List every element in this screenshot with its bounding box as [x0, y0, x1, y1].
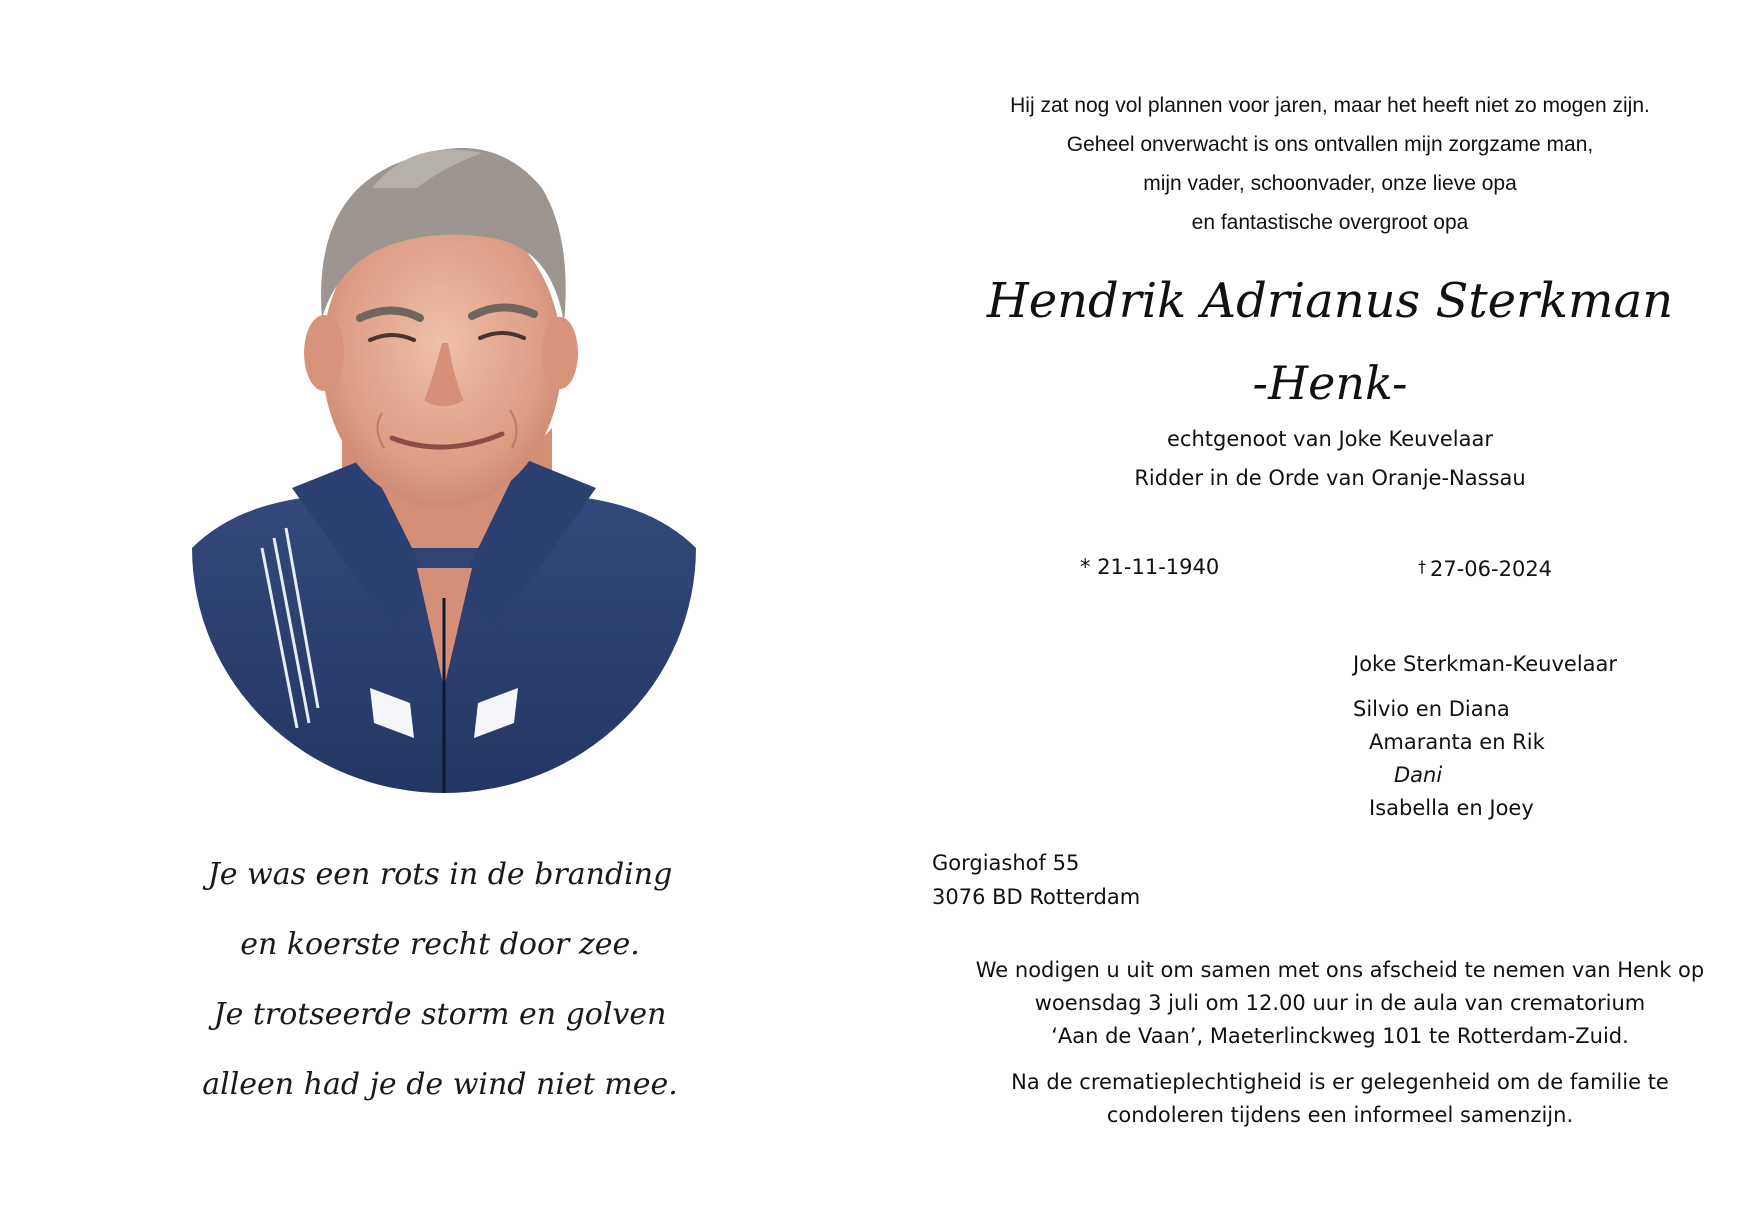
- poem-line: alleen had je de wind niet mee.: [202, 1067, 678, 1102]
- death-date-value: 27-06-2024: [1430, 557, 1553, 581]
- family-grandchild: Amaranta en Rik: [1369, 730, 1545, 754]
- intro-line: mijn vader, schoonvader, onze lieve opa: [1143, 172, 1517, 195]
- family-child: Silvio en Diana: [1353, 697, 1510, 721]
- intro-line: Hij zat nog vol plannen voor jaren, maar het heeft niet zo mogen zijn.: [1010, 94, 1650, 117]
- invitation-line: We nodigen u uit om samen met ons afscheid te nemen van Henk op: [975, 958, 1705, 982]
- address-postal-city: 3076 BD Rotterdam: [932, 885, 1141, 909]
- birth-date: [1080, 552, 1219, 582]
- family-grandchild: Isabella en Joey: [1369, 796, 1534, 820]
- deceased-nickname: -Henk-: [1252, 356, 1408, 410]
- condolence-line: Na de crematieplechtigheid is er gelegenheid om de familie te: [1011, 1070, 1669, 1094]
- invitation-line: woensdag 3 juli om 12.00 uur in de aula van crematorium: [1034, 991, 1646, 1015]
- birth-symbol: *: [1080, 555, 1091, 579]
- address: [932, 846, 1140, 914]
- honor-line: Ridder in de Orde van Oranje-Nassau: [1134, 466, 1526, 490]
- intro-line: en fantastische overgroot opa: [1191, 211, 1469, 234]
- deceased-titles: [940, 420, 1720, 498]
- spouse-line: echtgenoot van Joke Keuvelaar: [1166, 427, 1493, 451]
- intro-line: Geheel onverwacht is ons ontvallen mijn zorgzame man,: [1066, 133, 1594, 156]
- portrait-photo: [192, 128, 696, 793]
- poem-line: Je trotseerde storm en golven: [213, 997, 667, 1032]
- invitation-text: [920, 954, 1754, 1053]
- family-great-grandchild: Dani: [1394, 763, 1443, 787]
- poem-line: Je was een rots in de branding: [207, 857, 673, 892]
- invitation-line: ‘Aan de Vaan’, Maeterlinckweg 101 te Rotterdam-Zuid.: [1051, 1024, 1629, 1048]
- cross-icon: †: [1418, 557, 1426, 576]
- portrait-illustration: [192, 128, 696, 793]
- deceased-full-name: Hendrik Adrianus Sterkman: [986, 273, 1674, 329]
- condolence-line: condoleren tijdens een informeel samenzijn.: [1106, 1103, 1574, 1127]
- condolence-text: [920, 1066, 1754, 1132]
- address-street: Gorgiashof 55: [932, 851, 1080, 875]
- death-date: [1418, 552, 1552, 584]
- poem: [160, 840, 720, 1120]
- birth-date-value: 21-11-1940: [1097, 555, 1220, 579]
- family-spouse: Joke Sterkman-Keuvelaar: [1353, 652, 1618, 676]
- intro-text: [940, 86, 1720, 242]
- poem-line: en koerste recht door zee.: [240, 927, 640, 962]
